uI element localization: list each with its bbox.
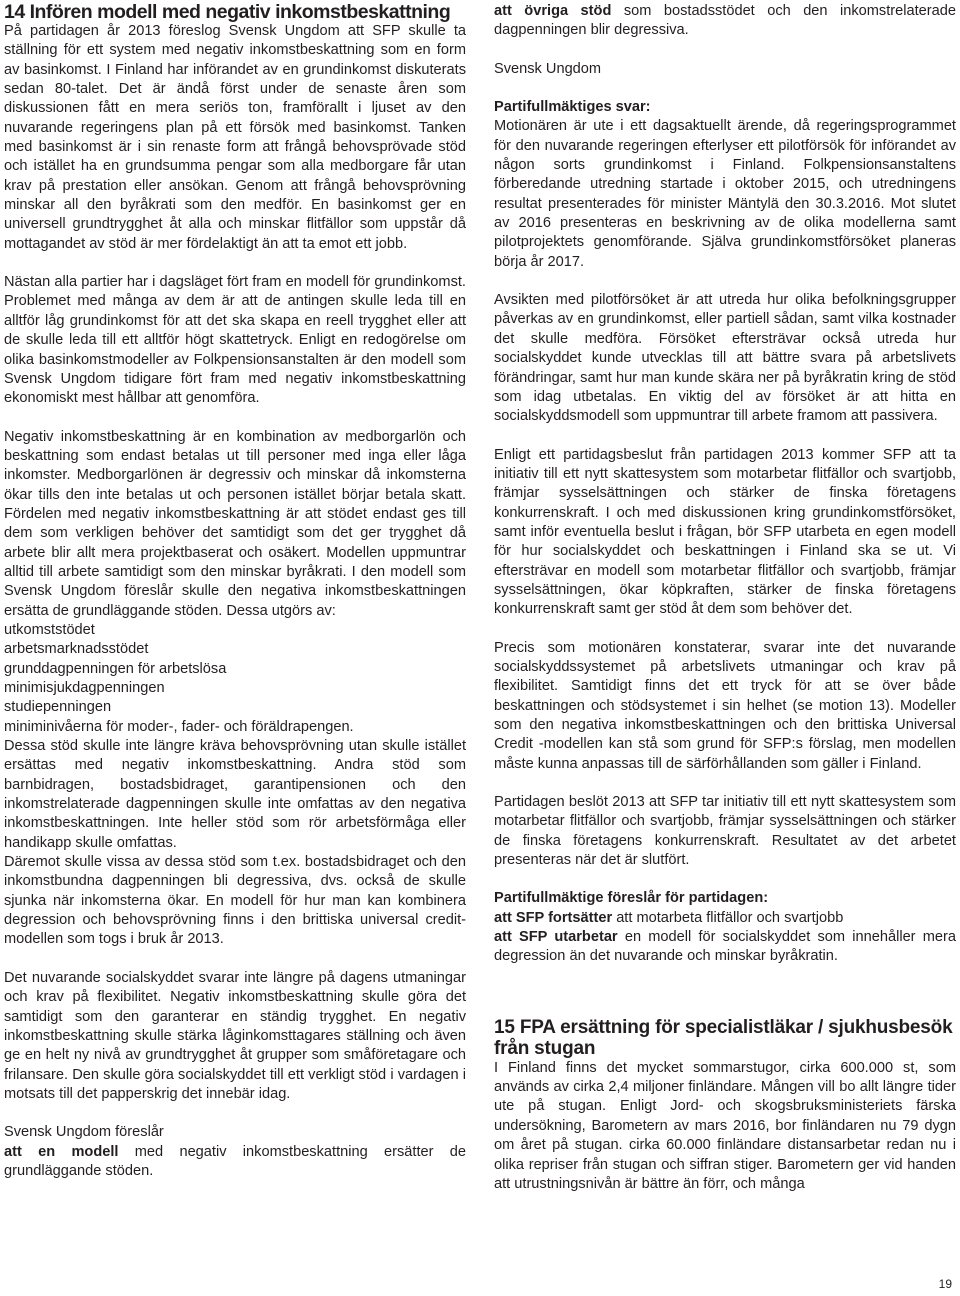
page-number: 19 (938, 1277, 952, 1291)
paragraph: Motionären är ute i ett dagsaktuellt ärende, då regeringsprogrammet för den nuvarande regeringen efterlyser ett pilotförsök för införandet av någon sorts grundinkomst i Finland. Folkpensionsanstaltens förberedande utredning startade i oktober 2015, och utredningens resultat presenterades för minister Mäntylä den 30.3.2016. Mot slutet av 2016 presenteras en beskrivning av de olika modellerna samt pilotprojektets genomförande. Själva grundinkomstförsöket planeras börja år 2017. (494, 118, 956, 270)
left-column (0, 0, 466, 1181)
paragraph: Negativ inkomstbeskattning är en kombination av medborgarlön och beskattning som endast betalas ut till personer med inga eller låga inkomster. Medborgarlönen är degressiv och minskar då inkomsterna ökar tills den inte betalas ut och personen istället börjar betala skatt. Fördelen med negativ inkomstbeskattning är att stödet endast ges till dem som verkligen behöver det samtidigt som det ger trygghet då arbete blir allt mera projektbaserat och osäkert. Modellen uppmuntrar alltid till arbete samtidigt som den minskar byråkrati. I den modell som Svensk Ungdom föreslår skulle den negativa inkomstbeskattningen ersätta de grundläggande stöden. Dessa utgörs av: (4, 428, 466, 619)
list-item: grunddagpenningen för arbetslösa (4, 660, 227, 677)
proposer-line: Svensk Ungdom (494, 60, 602, 77)
proposal-lead: att SFP utarbetar (494, 929, 618, 946)
proposal-2 (494, 928, 956, 967)
section-heading-15: 15 FPA ersättning för specialistläkar / sjukhusbesök från stugan (494, 1016, 953, 1059)
proposal-lead: att övriga stöd (494, 3, 612, 19)
paragraph: Precis som motionären konstaterar, svarar inte det nuvarande socialskyddssystemet på arbetslivets utmaningar och krav på flexibilitet. Samtidigt finns det ett tryck för att se över både beskattningen och stödsystemet i sin helhet (se motion 13). Modeller som den negativa inkomstbeskattningen och den brittiska Universal Credit -modellen kan stå som grund för SFP:s förslag, men modellen måste kunna anpassas till de särförhållanden som gäller i Finland. (494, 639, 956, 772)
paragraph: Avsikten med pilotförsöket är att utreda hur olika befolkningsgrupper påverkas av en grundinkomst, eller partiell sådan, samt vilka kostnader det skulle medföra. Försöket eftersträvar också utreda hur socialskyddet kunde utvecklas till att bättre svara på arbetslivets förändringar, samt hur man kunde skära ner på byråkratin kring de stöd som idag utbetalas. En viktig del av försöket är att hitta en socialskyddsmodell som uppmuntrar till arbete framom att passivera. (494, 292, 956, 425)
proposal (4, 1143, 466, 1182)
paragraph: Däremot skulle vissa av dessa stöd som t.ex. bostadsbidraget och den inkomstbundna dagpenningen bli degressiva, dvs. också de skulle sjunka när inkomsterna ökar. En modell för hur man kan kombinera degression och behovsprövning finns i den brittiska universal credit-modellen som togs i bruk år 2013. (4, 854, 466, 948)
proposal-continued (494, 2, 956, 41)
paragraph: Nästan alla partier har i dagsläget fört fram en modell för grundinkomst. Problemet med många av dem är att de antingen skulle leda till en alltför låg grundinkomst för att det ska skapa en reell trygghet eller att de skulle leda till ett alltför högt skattetryck. Enligt en redogörelse om olika basinkomstmodeller av Folkpensionsanstalten är den modell som Svensk Ungdom tidigare fört fram med negativ inkomstbeskattning ekonomiskt mest hållbar att genomföra. (4, 274, 466, 407)
list-item: utkomststödet (4, 621, 95, 638)
proposer-line: Svensk Ungdom föreslår (4, 1124, 164, 1141)
list-item: studiepenningen (4, 699, 112, 716)
paragraph: I Finland finns det mycket sommarstugor, cirka 600.000 st, som används av cirka 2,4 miljoner finländare. Mången vill bo allt längre tider ute på stugan. Enligt Jord- och skogsbruksministeriets färska undersökning, Barometern av mars 2016, bor finländaren nu 79 dygn om året på stugan. cirka 60.000 finländare distansarbetar redan nu i olika repriser från stugan och siffran stiger. Barometern ger vid handen att utrustningsnivån är bättre än förr, och många (494, 1059, 956, 1192)
benefit-list (4, 621, 466, 737)
list-item: minimisjukdagpenningen (4, 680, 165, 696)
paragraph: På partidagen år 2013 föreslog Svensk Ungdom att SFP skulle ta ställning för ett system med negativ inkomstbeskattning som en form av basinkomst. I Finland har införandet av en grundinkomst diskuterats sedan 80-talet. Det är ändå först under de senaste åren som diskussionen fått en mera seriös ton, framförallt i ljuset av den nuvarande regeringens plan på ett försök med basinkomst. Tanken med basinkomst är i sin renaste form att frångå behovsprövade stöd och istället ha en grundsumma pengar som alla medborgare får utan krav på prestation eller ansökan. Genom att frångå behovsprövning minskar all den byråkrati som den medför. En basinkomst ger en universell grundtrygghet åt alla och minskar flitfällor som uppstår då mottagandet av stöd är mer fördelaktigt än att ta emot ett jobb. (4, 23, 466, 252)
proposal-heading: Partifullmäktige föreslår för partidagen: (494, 890, 769, 907)
list-item: miniminivåerna för moder-, fader- och föräldrapengen. (4, 718, 354, 735)
proposal-lead: att en modell (4, 1143, 119, 1160)
proposal-text: att motarbeta flitfällor och svartjobb (612, 909, 844, 926)
section-heading-14: 14 Infören modell med negativ inkomstbeskattning (4, 1, 451, 23)
list-item: arbetsmarknadsstödet (4, 641, 149, 658)
proposal-text: en modell för socialskyddet som innehåller mera degression än det nuvarande och minskar byråkratin. (494, 929, 956, 965)
paragraph: Enligt ett partidagsbeslut från partidagen 2013 kommer SFP att ta initiativ till ett nytt skattesystem som motarbetar flitfällor och svartjobb, främjar sysselsättningen och stärker de finska företagens konkurrenskraft. I och med diskussionen kring grundinkomstförsöket, samt inför eventuella beslut i frågan, bör SFP utarbeta en egen modell för hur socialskyddet och beskattningen i Finland ska se ut. Vi eftersträvar en modell som motarbetar flitfällor och svartjobb, främjar sysselsättningen, ökar köpkraften, stärker de finska företagens konkurrenskraft samt ger stöd åt dem som behöver det. (494, 446, 956, 618)
paragraph: Partidagen beslöt 2013 att SFP tar initiativ till ett nytt skattesystem som motarbetar flitfällor och svartjobb, främjar sysselsättningen och stärker de finska företagens konkurrenskraft. Resultatet av det arbetet presenteras när det är slutfört. (494, 794, 956, 869)
proposal-text: med negativ inkomstbeskattning ersätter de grundläggande stöden. (4, 1143, 466, 1179)
right-column (494, 0, 956, 1194)
paragraph: Det nuvarande socialskyddet svarar inte längre på dagens utmaningar och krav på flexibilitet. Negativ inkomstbeskattning skulle göra det samtidigt som den garanterar en ständig trygghet. En negativ inkomstbeskattning skulle stärka låginkomsttagares ställning och även ge en helt ny nivå av grundtrygghet åt grupper som småföretagare och frilansare. Den skulle göra socialskyddet till ett verkligt stöd i vardagen i motsats till det papperskrig det innebär idag. (4, 969, 466, 1102)
proposal-1 (494, 909, 956, 928)
answer-heading: Partifullmäktiges svar: (494, 99, 651, 116)
paragraph: Dessa stöd skulle inte längre kräva behovsprövning utan skulle istället ersättas med negativ inkomstbeskattning. Andra stöd som barnbidragen, bostadsbidraget, garantipensionen och den inkomstrelaterade dagpenningen skulle inte omfattas av den negativa inkomstbeskattningen. Inte heller stöd som rör arbetsförmåga eller handikapp skulle omfattas. (4, 738, 466, 851)
proposal-lead: att SFP fortsätter (494, 909, 613, 926)
proposal-text: som bostadsstödet och den inkomstrelaterade dagpenningen blir degressiva. (494, 3, 957, 39)
